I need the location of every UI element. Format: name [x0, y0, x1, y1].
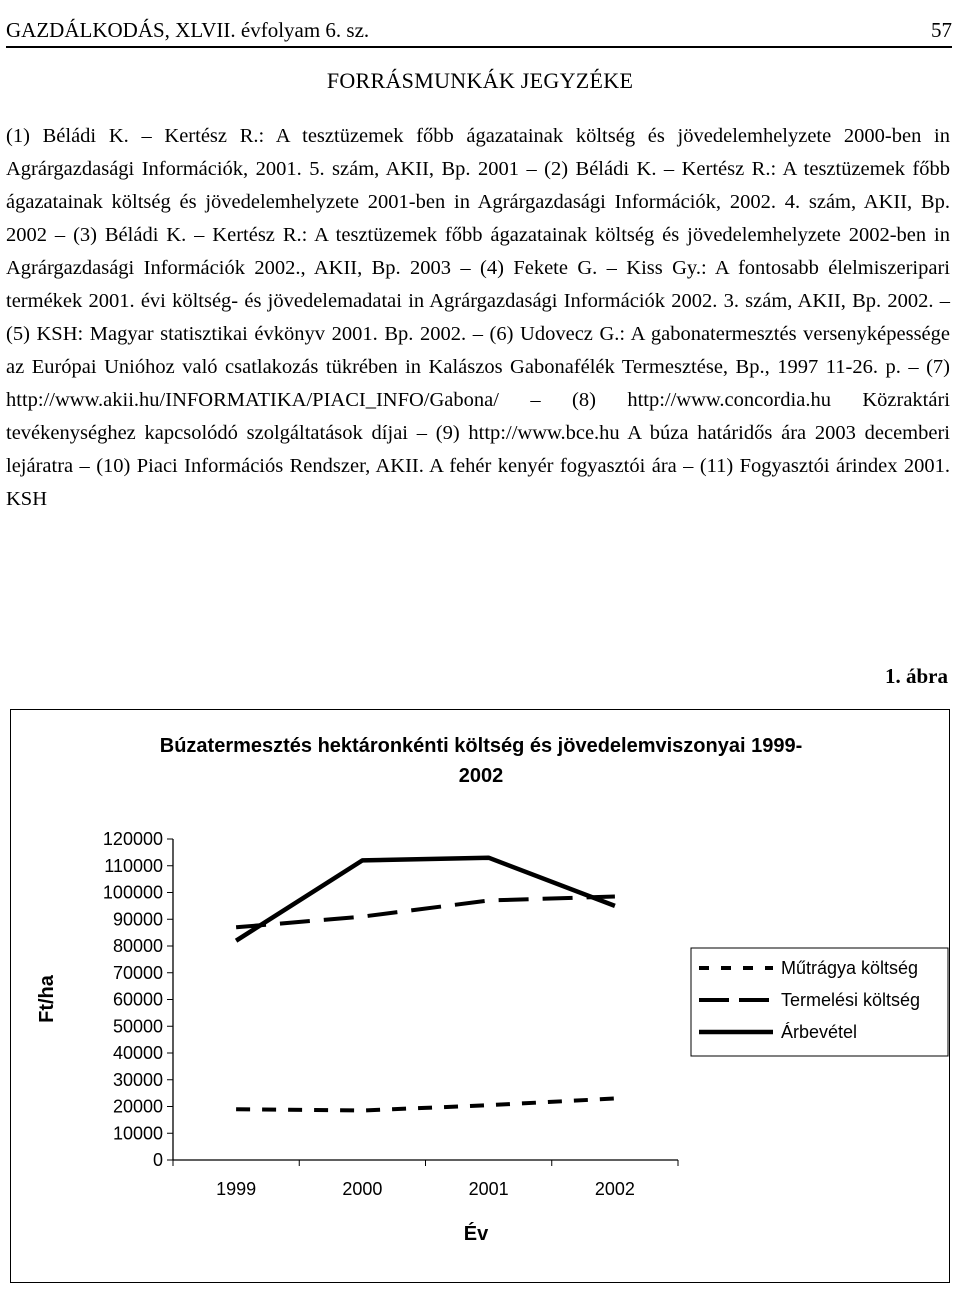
- legend-label: Termelési költség: [781, 990, 921, 1010]
- x-tick-label: 1999: [216, 1179, 257, 1199]
- y-tick-label: 50000: [112, 1016, 163, 1037]
- y-axis-title: Ft/ha: [36, 975, 58, 1023]
- y-tick-label: 120000: [102, 829, 163, 849]
- chart-title-line: 2002: [458, 765, 504, 787]
- series-line-mutragya-koltseg: [236, 1099, 615, 1111]
- page-number: 57: [931, 18, 952, 42]
- x-tick-label: 2002: [594, 1179, 635, 1199]
- y-tick-label: 90000: [112, 909, 163, 930]
- line-chart: [11, 710, 951, 1284]
- references-paragraph: (1) Béládi K. – Kertész R.: A tesztüzemek főbb ágazatainak költség és jövedelemhelyzete 2000-ben in Agrárgazdasági Információk, 2001. 5. szám, AKII, Bp. 2001 – (2) Béládi K. – Kertész R.: A tesztüzemek főbb ágazatainak költség és jövedelemhelyzete 2001-ben in Agrárgazdasági Információk, 2002. 4. szám, AKII, Bp. 2002 – (3) Béládi K. – Kertész R.: A tesztüzemek főbb ágazatainak költség és jövedelemhelyzete 2002-ben in Agrárgazdasági Információk 2002., AKII, Bp. 2003 – (4) Fekete G. – Kiss Gy.: A fontosabb élelmiszeripari termékek 2001. évi költség- és jövedelemadatai in Agrárgazdasági Információk 2002. 3. szám, AKII, Bp. 2002. – (5) KSH: Magyar statisztikai évkönyv 2001. Bp. 2002. – (6) Udovecz G.: A gabonatermesztés versenyképessége az Európai Unióhoz való csatlakozás tükrében in Kalászos Gabonafélék Termesztése, Bp., 1997 11-26. p. – (7) http://www.akii.hu/INFORMATIKA/PIACI_INFO/Gabona/ – (8) http://www.concordia.hu Közraktári tevékenységhez kapcsolódó szolgáltatások díjai – (9) http://www.bce.hu A búza határidős ára 2003 decemberi lejáratra – (10) Piaci Információs Rendszer, AKII. A fehér kenyér fogyasztói ára – (11) Fogyasztói árindex 2001. KSH: [6, 125, 950, 510]
- y-tick-label: 100000: [102, 882, 163, 903]
- y-tick-label: 110000: [104, 855, 163, 876]
- y-tick-label: 70000: [112, 962, 163, 983]
- legend-label: Műtrágya költség: [781, 958, 919, 978]
- y-tick-label: 30000: [112, 1069, 163, 1090]
- series-line-termelesi-koltseg: [236, 897, 615, 928]
- y-tick-label: 20000: [112, 1096, 163, 1117]
- chart-title-line: Búzatermesztés hektáronkénti költség és jövedelemviszonyai 1999-: [159, 735, 803, 757]
- y-tick-label: 80000: [112, 936, 163, 956]
- figure-label: 1. ábra: [885, 664, 948, 688]
- page-header: [6, 18, 952, 48]
- section-title: FORRÁSMUNKÁK JEGYZÉKE: [326, 68, 634, 93]
- y-tick-label: 10000: [112, 1123, 163, 1144]
- header-rule: [6, 46, 952, 48]
- legend-label: Árbevétel: [781, 1022, 858, 1042]
- journal-title: GAZDÁLKODÁS, XLVII. évfolyam 6. sz.: [6, 18, 370, 42]
- figure-frame: [10, 709, 950, 1283]
- x-tick-label: 2001: [468, 1179, 509, 1199]
- y-tick-label: 40000: [112, 1043, 163, 1063]
- x-tick-label: 2000: [342, 1179, 383, 1199]
- y-tick-label: 60000: [112, 989, 163, 1010]
- x-axis-title: Év: [463, 1223, 489, 1245]
- y-tick-label: 0: [152, 1150, 163, 1170]
